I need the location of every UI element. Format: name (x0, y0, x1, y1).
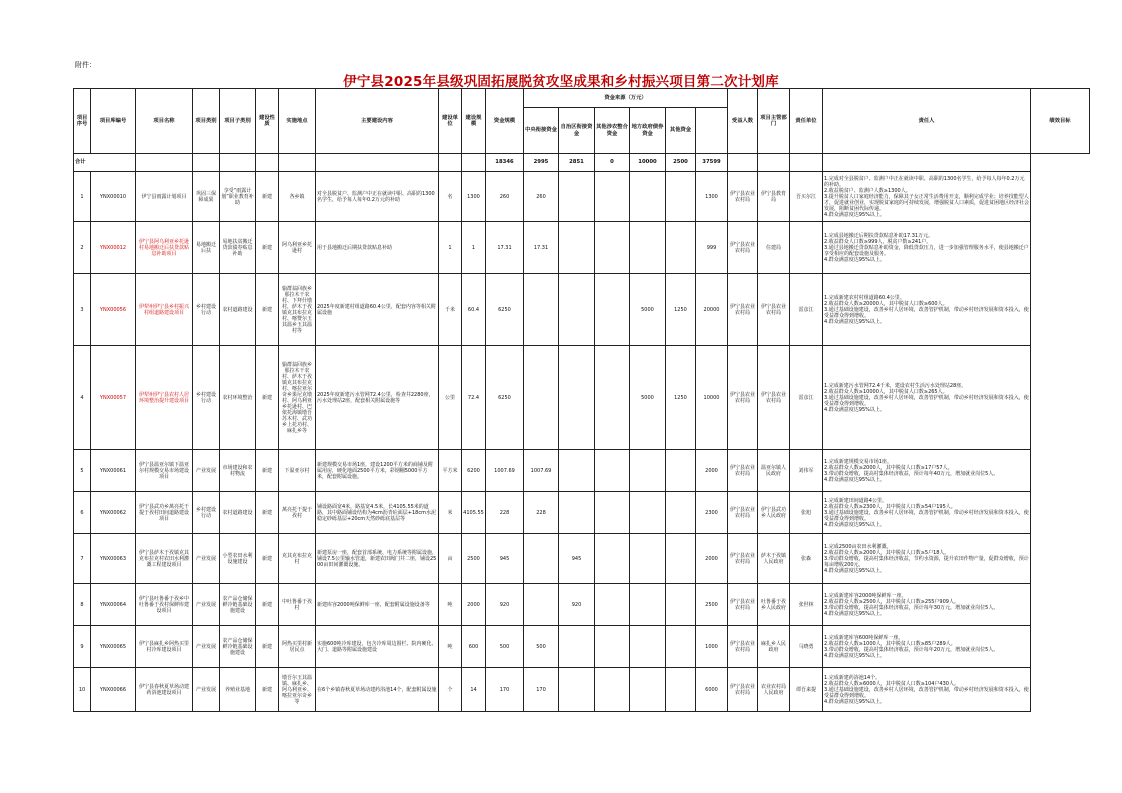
cell-central (524, 534, 559, 584)
cell-local-bond: 5000 (630, 346, 666, 450)
cell-region (559, 450, 595, 492)
cell-fund: 6250 (486, 274, 524, 346)
cell-central: 17.31 (524, 222, 559, 274)
cell-seq: 4 (74, 346, 91, 450)
cell-scale: 2000 (462, 584, 486, 626)
cell-category: 产业发展 (193, 534, 220, 584)
header-location: 实施地点 (279, 89, 316, 154)
cell-seq: 9 (74, 626, 91, 668)
cell-location: 墩吾尔玉其温镇、麻扎乡、阿乌利亚乡、喀拉亚尔奇乡等 (279, 668, 316, 712)
cell-fund: 920 (486, 584, 524, 626)
cell-region (559, 222, 595, 274)
cell-subcategory: 养殖业基地 (220, 668, 256, 712)
cell-authority: 伊宁县农业农村局 (728, 534, 758, 584)
cell-resp-person: 张旭 (790, 492, 823, 534)
cell-goals: 1.完成对全县脱贫户、监测户中正在就读中职、高职的1300名学生，给予每人每年0.2万元的补助。 2.收益脱贫户、监测户人数≥1300人。 3.提升脱贫人口家庭经济能力，保障其子女正常生活费用开支，顺利完成学业；培养技能型人才，促进就业创业，实现脱贫家庭的可持续发展，增强脱贫人口素质，促进贫困地区经济社会发展，阻断贫困代际传递。 4.群众满意度达95%以上。 (823, 172, 1031, 222)
cell-content: 铺设路面宽4米，路基宽4.5米，长4105.55米的道路，其中路面铺设结构为4cm沥青砼面层+18cm水泥稳定砂砾基层+20cm天然砂砾底基层等 (316, 492, 439, 534)
cell-location: 阿热买里村新居民点 (279, 626, 316, 668)
cell-unit: 吨 (439, 626, 462, 668)
cell-fund: 945 (486, 534, 524, 584)
cell-beneficiaries: 10000 (696, 346, 728, 450)
cell-other-integrated (595, 346, 630, 450)
cell-scale: 1300 (462, 172, 486, 222)
cell-unit: 1 (439, 222, 462, 274)
cell-beneficiaries: 999 (696, 222, 728, 274)
cell-content: 新建泵房一座，配套首部系统、电力系统等附属设施，铺设7.5公里输水管道，新建农田阀门井二座，铺设2500亩田间灌溉设施。 (316, 534, 439, 584)
header-scale: 建设规模 (462, 89, 486, 154)
cell-unit: 个 (439, 668, 462, 712)
cell-goals: 1.完成新建规模交易市场1座。 2.收益群众人数≥2000人，其中脱贫人口数≥17户57人。 3.带动群众增收，提高村集体经济收益，预计每年40万元，增加就业岗位5人。 4.群众满意度达95%以上。 (823, 450, 1031, 492)
cell-seq: 6 (74, 492, 91, 534)
cell-central (524, 346, 559, 450)
cell-category: 产业发展 (193, 626, 220, 668)
table-row (74, 346, 1090, 450)
cell-seq: 5 (74, 450, 91, 492)
document-title: 伊宁县2025年县级巩固拓展脱贫攻坚成果和乡村振兴项目第二次计划库 (343, 74, 779, 90)
cell-authority: 伊宁县农业农村局 (728, 492, 758, 534)
table-row (74, 534, 1090, 584)
cell-code: YNX00064 (91, 584, 136, 626)
cell-fund: 500 (486, 626, 524, 668)
cell-name: 伊宁县萨木于孜镇克其克布拉克村农田水利灌溉工程建设项目 (136, 534, 193, 584)
cell-subcategory: 享受“雨露计划”职业教育补助 (220, 172, 256, 222)
cell-other-fund (666, 534, 696, 584)
cell-other-fund (666, 450, 696, 492)
cell-nature: 新建 (256, 492, 279, 534)
cell-content: 用于县地搬迁后期扶贷款贴息补助 (316, 222, 439, 274)
cell-subcategory: 农村道路建设 (220, 492, 256, 534)
cell-authority: 伊宁县农业农村局 (728, 584, 758, 626)
cell-local-bond (630, 222, 666, 274)
cell-scale: 14 (462, 668, 486, 712)
cell-unit: 吨 (439, 584, 462, 626)
cell-name: 伊犁州伊宁县乡村振兴村组道路建设项目 (136, 274, 193, 346)
cell-central (524, 274, 559, 346)
cell-central: 170 (524, 668, 559, 712)
cell-resp-person: 谭吾来提 (790, 668, 823, 712)
cell-resp-person: 吾买尔江 (790, 172, 823, 222)
cell-other-integrated (595, 626, 630, 668)
header-unit: 建设单位 (439, 89, 462, 154)
cell-beneficiaries: 2000 (696, 534, 728, 584)
cell-code: YNX00010 (91, 172, 136, 222)
cell-nature: 新建 (256, 626, 279, 668)
cell-other-integrated (595, 450, 630, 492)
cell-category: 产业发展 (193, 668, 220, 712)
cell-resp-unit: 萨木于孜镇人民政府 (758, 534, 790, 584)
cell-goals: 1.完成新建库容600吨保鲜库一座。 2.收益群众人数≥1000人，其中脱贫人口数≥85户289人。 3.带动群众增收，提高村集体经济收益，预计每年20万元，增加就业岗位5人。 4.群众满意度达95%以上。 (823, 626, 1031, 668)
cell-name: 伊宁县春秋夏草场动建药浴池建设项目 (136, 668, 193, 712)
cell-nature: 新建 (256, 668, 279, 712)
cell-scale: 6200 (462, 450, 486, 492)
cell-category: 乡村建设行动 (193, 346, 220, 450)
header-resp-person: 责任人 (823, 89, 1031, 154)
cell-subcategory: 农村道路建设 (220, 274, 256, 346)
cell-authority: 伊宁县农业农村局 (728, 274, 758, 346)
cell-unit: 平方米 (439, 450, 462, 492)
cell-goals: 1.完成新建药浴池14个。 2.收益群众人数≥6000人，其中脱贫人口数≥104户430人。 3.通过基础设施建设，改善乡村人居环境，改善管护机制，带动乡村经济发展和资本投入，使受益群众得到增收。 4.群众满意度达95%以上。 (823, 668, 1031, 712)
cell-region (559, 346, 595, 450)
total-label: 合计 (74, 154, 136, 172)
cell-fund: 17.31 (486, 222, 524, 274)
cell-region: 920 (559, 584, 595, 626)
header-sources-group: 资金来源（万元） (524, 89, 728, 108)
cell-region: 945 (559, 534, 595, 584)
cell-central: 500 (524, 626, 559, 668)
cell-subcategory: 小型农田水利设施建设 (220, 534, 256, 584)
cell-other-fund (666, 584, 696, 626)
cell-nature: 新建 (256, 534, 279, 584)
table-row (74, 450, 1090, 492)
cell-region (559, 626, 595, 668)
cell-subcategory: 农村环境整治 (220, 346, 256, 450)
cell-authority: 伊宁县农业农村局 (728, 668, 758, 712)
cell-goals: 1.完成新建农村村组道路60.4公里。 2.收益群众人数≥20000人，其中脱贫人口数≥600人。 3.通过基础设施建设，改善乡村人居环境，改善管护机制，带动乡村经济发展和资本投入，使受益群众得到增收。 4.群众满意度达95%以上。 (823, 274, 1031, 346)
cell-other-fund (666, 492, 696, 534)
cell-local-bond (630, 172, 666, 222)
cell-other-integrated (595, 274, 630, 346)
header-central: 中央衔接资金 (524, 108, 559, 154)
cell-seq: 1 (74, 172, 91, 222)
total-region: 2851 (559, 154, 595, 172)
cell-authority: 伊宁县农业农村局 (728, 626, 758, 668)
cell-other-integrated (595, 668, 630, 712)
total-local-bond: 10000 (630, 154, 666, 172)
cell-beneficiaries: 2000 (696, 450, 728, 492)
cell-subcategory: 市场建设和农村物流 (220, 450, 256, 492)
header-goals: 绩效目标 (1031, 89, 1090, 154)
header-subcategory: 项目子类别 (220, 89, 256, 154)
cell-resp-unit: 伊宁县武功乡人民政府 (758, 492, 790, 534)
header-content: 主要建设内容 (316, 89, 439, 154)
cell-region (559, 172, 595, 222)
table-row (74, 274, 1090, 346)
header-resp-unit: 责任单位 (790, 89, 823, 154)
cell-resp-person: 张世林 (790, 584, 823, 626)
cell-other-fund (666, 222, 696, 274)
cell-central: 1007.69 (524, 450, 559, 492)
cell-local-bond (630, 450, 666, 492)
cell-other-fund (666, 626, 696, 668)
cell-code: YNX00061 (91, 450, 136, 492)
table-row (74, 584, 1090, 626)
cell-scale: 4105.55 (462, 492, 486, 534)
cell-nature: 新建 (256, 346, 279, 450)
cell-seq: 2 (74, 222, 91, 274)
cell-resp-unit: 温亚尔镇人民政府 (758, 450, 790, 492)
cell-name: 伊宁县吐鲁番于孜乡中吐鲁番于孜村保鲜库建设项目 (136, 584, 193, 626)
cell-other-integrated (595, 492, 630, 534)
cell-goals: 1.完成新建库容2000吨保鲜库一座。 2.收益群众人数≥2500人，其中脱贫人口数≥255户909人。 3.带动群众增收，提高村集体经济收益，预计每年30万元，增加就业岗位5人。 4.群众满意度达95%以上。 (823, 584, 1031, 626)
cell-category: 产业发展 (193, 584, 220, 626)
cell-resp-person: 雷彦江 (790, 274, 823, 346)
cell-subcategory: 易地扶贫搬迁贷款债券贴息补助 (220, 222, 256, 274)
total-row (74, 154, 1090, 172)
cell-local-bond (630, 534, 666, 584)
cell-name: 伊宁县雨露计划项目 (136, 172, 193, 222)
cell-beneficiaries: 2500 (696, 584, 728, 626)
cell-name: 伊宁县武功乡萬亮托干提于孜村田间道路建设项目 (136, 492, 193, 534)
cell-location: 愉群翁回族乡那拉木干农村、萨木于孜镇克其布拉克村、喀拉亚尔奇乡果尼克墩村、阿乌利亚乡托逊村、巴依托海镇墩吾苏木村、武功乡上托功村、麻扎乡等 (279, 346, 316, 450)
cell-name: 伊犁州伊宁县农村人居环境整治提升建设项目 (136, 346, 193, 450)
cell-beneficiaries: 6000 (696, 668, 728, 712)
cell-other-fund: 1250 (666, 346, 696, 450)
cell-beneficiaries: 2300 (696, 492, 728, 534)
cell-beneficiaries: 1300 (696, 172, 728, 222)
cell-nature: 新建 (256, 222, 279, 274)
cell-category: 产业发展 (193, 450, 220, 492)
cell-content: 实施600吨冷库建设，包含冷库周边围栏、院内硬化、大门、道路等附属设施建设 (316, 626, 439, 668)
cell-content: 新建库容2000吨保鲜库一座，配套附属设施设备等 (316, 584, 439, 626)
cell-unit: 名 (439, 172, 462, 222)
cell-fund: 6250 (486, 346, 524, 450)
cell-location: 各乡镇 (279, 172, 316, 222)
attachment-label: 附件： (75, 61, 96, 69)
cell-code: YNX00065 (91, 626, 136, 668)
header-local-bond: 地方政府债券资金 (630, 108, 666, 154)
table-row (74, 172, 1090, 222)
header-code: 项目库编号 (91, 89, 136, 154)
cell-seq: 7 (74, 534, 91, 584)
cell-fund: 260 (486, 172, 524, 222)
cell-scale: 1 (462, 222, 486, 274)
total-beneficiaries: 37599 (696, 154, 728, 172)
cell-content: 对全县脱贫户、监测户中正在就读中职、高职的1300名学生，给予每人每年0.2万元的补助 (316, 172, 439, 222)
cell-subcategory: 农产品仓储保鲜冷链基础设施建设 (220, 626, 256, 668)
cell-resp-unit: 住建局 (758, 222, 790, 274)
cell-other-fund (666, 668, 696, 712)
cell-seq: 3 (74, 274, 91, 346)
cell-nature: 新建 (256, 274, 279, 346)
cell-central (524, 584, 559, 626)
cell-unit: 公里 (439, 346, 462, 450)
cell-goals: 1.完成新建田间道路4公里。 2.收益群众人数≥2300人，其中脱贫人口数≥54户195人。 3.通过基础设施建设，改善乡村人居环境，改善管护机制，带动乡村经济发展和资本投入，使受益群众得到增收。 4.群众满意度达95%以上。 (823, 492, 1031, 534)
cell-other-integrated (595, 584, 630, 626)
table-row (74, 626, 1090, 668)
cell-scale: 600 (462, 626, 486, 668)
cell-beneficiaries: 20000 (696, 274, 728, 346)
cell-resp-person (790, 222, 823, 274)
header-other-fund: 其他资金 (666, 108, 696, 154)
header-name: 项目名称 (136, 89, 193, 154)
cell-local-bond (630, 584, 666, 626)
cell-fund: 228 (486, 492, 524, 534)
cell-goals: 1.完成县地搬迁后期扶贷款贴息补助17.31万元。 2.收益群众人口数≥999人，脱贫户数≥241户。 3.通过县地搬迁贷款贴息补助资金，降低贷款压力，进一步加强管理服务水平，使县地搬迁户享受相应的配套设施及服务。 4.群众满意度达95%以上。 (823, 222, 1031, 274)
cell-scale: 2500 (462, 534, 486, 584)
cell-other-integrated (595, 172, 630, 222)
cell-resp-person: 马晓勇 (790, 626, 823, 668)
cell-code: YNX00062 (91, 492, 136, 534)
cell-code: YNX00012 (91, 222, 136, 274)
cell-location: 愉群翁回族乡那拉木干农村、下拜什墩村，萨木于孜镇克其布拉克村、喀赞尔玉其温乡玉其温村等 (279, 274, 316, 346)
cell-goals: 1.完成新建污水管网72.4千米，建设农村生活污水处理站28座。 2.收益群众人数≥10000人，其中脱贫人口数≥265人。 3.通过基础设施建设，改善乡村人居环境，改善管护机制，带动乡村经济发展和资本投入，使受益群众得到增收。 4.群众满意度达95%以上。 (823, 346, 1031, 450)
cell-region (559, 274, 595, 346)
cell-category: 乡村建设行动 (193, 274, 220, 346)
cell-name: 伊宁县温亚尔镇下温亚尔村规模交易市场建设项目 (136, 450, 193, 492)
cell-name: 伊宁县阿乌利亚乡托逊村易地搬迁后扶贷款贴息补助项目 (136, 222, 193, 274)
cell-code: YNX00063 (91, 534, 136, 584)
cell-category: 乡村建设行动 (193, 492, 220, 534)
header-beneficiaries: 受益人数 (728, 89, 758, 154)
cell-authority: 伊宁县农业农村局 (728, 172, 758, 222)
cell-location: 克其克布拉克村 (279, 534, 316, 584)
cell-other-integrated (595, 222, 630, 274)
cell-other-fund (666, 172, 696, 222)
cell-location: 萬亮托干提于孜村 (279, 492, 316, 534)
cell-local-bond: 5000 (630, 274, 666, 346)
cell-content: 新建规模交易市场1座，建设1200平方米的商铺及附属用房，硬化地面2500平方米，彩钢棚5000平方米，配套附属设施。 (316, 450, 439, 492)
cell-resp-unit: 伊宁县农业农村局 (758, 346, 790, 450)
cell-nature: 新建 (256, 450, 279, 492)
cell-seq: 10 (74, 668, 91, 712)
cell-fund: 170 (486, 668, 524, 712)
cell-authority: 伊宁县农业农村局 (728, 222, 758, 274)
cell-authority: 伊宁县农业农村局 (728, 346, 758, 450)
cell-content: 2025年度新建污水管网72.4公里，检查井2280座，污水处理站2座，配套相关附属设施等 (316, 346, 439, 450)
cell-scale: 72.4 (462, 346, 486, 450)
cell-fund: 1007.69 (486, 450, 524, 492)
cell-code: YNX00056 (91, 274, 136, 346)
table-row (74, 492, 1090, 534)
total-fund: 18346 (486, 154, 524, 172)
cell-resp-person: 刘伟军 (790, 450, 823, 492)
cell-resp-unit: 吐鲁番于孜乡人民政府 (758, 584, 790, 626)
table-row (74, 668, 1090, 712)
cell-other-integrated (595, 534, 630, 584)
cell-subcategory: 农产品仓储保鲜冷链基础设施建设 (220, 584, 256, 626)
total-central: 2995 (524, 154, 559, 172)
cell-beneficiaries: 1000 (696, 626, 728, 668)
table-row (74, 222, 1090, 274)
cell-seq: 8 (74, 584, 91, 626)
cell-scale: 60.4 (462, 274, 486, 346)
cell-resp-person: 雷彦江 (790, 346, 823, 450)
header-authority: 项目主管部门 (758, 89, 790, 154)
cell-category: 易地搬迁后扶 (193, 222, 220, 274)
cell-central: 228 (524, 492, 559, 534)
cell-content: 2025年度新建村组道路60.4公里，配套内容等相关附属设施 (316, 274, 439, 346)
cell-unit: 千米 (439, 274, 462, 346)
total-other-fund: 2500 (666, 154, 696, 172)
cell-local-bond (630, 668, 666, 712)
cell-authority: 伊宁县农业农村局 (728, 450, 758, 492)
header-region: 自治区衔接资金 (559, 108, 595, 154)
cell-code: YNX00066 (91, 668, 136, 712)
header-category: 项目类别 (193, 89, 220, 154)
cell-local-bond (630, 492, 666, 534)
cell-resp-unit: 伊宁县教育局 (758, 172, 790, 222)
cell-unit: 米 (439, 492, 462, 534)
cell-name: 伊宁县麻扎乡阿热买里村冷库建设项目 (136, 626, 193, 668)
total-other-integrated: 0 (595, 154, 630, 172)
plan-table (73, 88, 1090, 712)
cell-goals: 1.完成2500亩农田水利灌溉。 2.收益群众人数≥2000人，其中脱贫人口数≥5户18人。 3.带动群众增收，提高村集体经济收益，节约水资源，提升农田作物产量，促群众增收，预计每亩增收200元。 4.群众满意度达95%以上。 (823, 534, 1031, 584)
cell-location: 中吐鲁番于孜村 (279, 584, 316, 626)
header-other-integrated: 其他涉农整合资金 (595, 108, 630, 154)
cell-resp-person: 张森 (790, 534, 823, 584)
header-seq: 项目序号 (74, 89, 91, 154)
header-fund: 资金规模 (486, 89, 524, 154)
cell-unit: 亩 (439, 534, 462, 584)
cell-resp-unit: 伊宁县农业农村局 (758, 274, 790, 346)
header-nature: 建设性质 (256, 89, 279, 154)
cell-location: 下温亚尔村 (279, 450, 316, 492)
cell-code: YNX00057 (91, 346, 136, 450)
cell-content: 在6个乡镇春秋夏草场动建药浴池14个，配套附属设施 (316, 668, 439, 712)
cell-nature: 新建 (256, 584, 279, 626)
cell-region (559, 492, 595, 534)
cell-location: 阿乌利亚乡托逊村 (279, 222, 316, 274)
cell-category: 巩固三保障成果 (193, 172, 220, 222)
cell-other-fund: 1250 (666, 274, 696, 346)
cell-region (559, 668, 595, 712)
cell-resp-unit: 农业农村局人民政府 (758, 668, 790, 712)
cell-local-bond (630, 626, 666, 668)
cell-nature: 新建 (256, 172, 279, 222)
cell-central: 260 (524, 172, 559, 222)
cell-resp-unit: 麻扎乡人民政府 (758, 626, 790, 668)
